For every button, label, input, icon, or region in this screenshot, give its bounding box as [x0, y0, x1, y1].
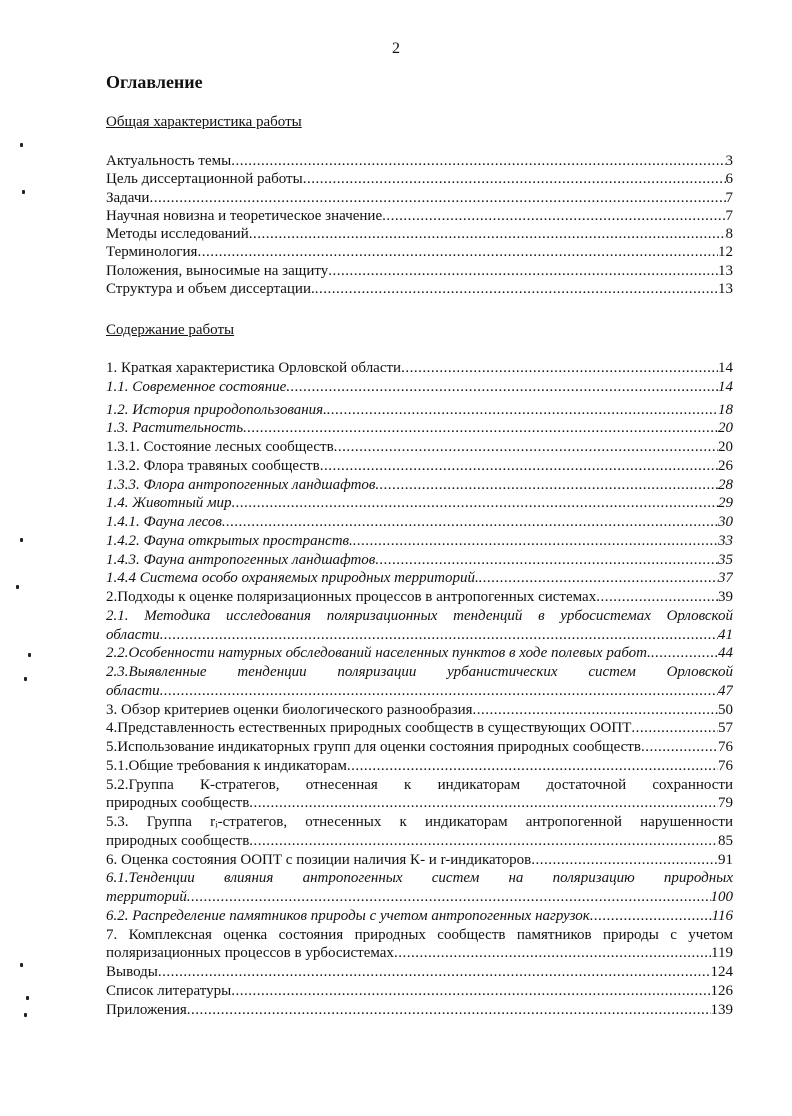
toc-entry-page: 7	[725, 207, 733, 224]
dot-leader	[631, 719, 718, 738]
dot-leader	[531, 851, 718, 870]
dot-leader	[160, 682, 718, 701]
toc-entry-page: 91	[718, 851, 733, 868]
page-number: 2	[392, 40, 400, 57]
toc-entry-title: Положения, выносимые на защиту	[106, 262, 329, 279]
dot-leader	[641, 738, 718, 757]
dot-leader	[590, 907, 712, 926]
dot-leader	[197, 243, 718, 261]
toc-entry-line: 6.1.Тенденции влияния антропогенных систем на поляризацию природных	[106, 870, 733, 887]
toc-entry-page: 20	[718, 420, 733, 437]
toc-entry-page: 100	[710, 889, 733, 905]
toc-entry-page: 76	[718, 739, 733, 755]
toc-entry[interactable]	[106, 152, 733, 170]
scan-speck	[20, 538, 23, 542]
toc-entry[interactable]	[106, 419, 733, 438]
toc-entry-page: 47	[718, 682, 733, 699]
toc-entry-title: территорий	[106, 889, 187, 905]
toc-entry-page: 50	[718, 701, 733, 718]
toc-entry-page: 41	[718, 626, 733, 643]
dot-leader	[334, 438, 718, 457]
scan-speck	[28, 653, 31, 657]
dot-leader	[158, 963, 711, 982]
scan-speck	[26, 996, 29, 1000]
toc-entry-title: 5.Использование индикаторных групп для оценки состояния природных сообществ	[106, 739, 641, 755]
toc-entry-page: 12	[718, 244, 733, 261]
dot-leader	[231, 152, 725, 170]
toc-entry-title: природных сообществ	[106, 832, 250, 849]
toc-entry[interactable]	[106, 438, 733, 457]
toc-entry-title: Цель диссертационной работы	[106, 171, 303, 188]
dot-leader	[401, 359, 718, 378]
toc-entry-title: Терминология	[106, 244, 198, 261]
dot-leader	[187, 888, 711, 907]
dot-leader	[328, 262, 718, 280]
toc-content-list	[106, 359, 733, 1019]
toc-entry-title: 1.4.4 Система особо охраняемых природных территорий.	[106, 570, 479, 587]
dot-leader	[249, 225, 726, 243]
toc-entry-title: 1.4.2. Фауна открытых пространств.	[106, 532, 353, 549]
toc-entry[interactable]	[106, 207, 733, 225]
toc-entry[interactable]	[106, 280, 733, 298]
dot-leader	[347, 757, 718, 776]
toc-entry-page: 126	[710, 982, 733, 999]
toc-entry[interactable]	[106, 569, 733, 588]
toc-entry[interactable]	[106, 719, 733, 738]
scan-speck	[16, 585, 19, 589]
toc-entry-title: Научная новизна и теоретическое значение	[106, 207, 383, 224]
toc-entry-page: 6	[725, 171, 733, 188]
toc-entry-page: 8	[725, 226, 733, 243]
dot-leader	[382, 207, 725, 225]
toc-entry-page: 33	[718, 532, 733, 549]
toc-entry-page: 44	[718, 645, 733, 662]
toc-entry-title: 1.3. Растительность	[106, 420, 244, 437]
toc-entry-page: 39	[718, 589, 733, 605]
toc-entry-title: Список литературы	[106, 982, 232, 999]
toc-entry-title: 1. Краткая характеристика Орловской области	[106, 360, 402, 376]
dot-leader	[232, 494, 718, 513]
scan-speck	[24, 677, 27, 681]
toc-entry[interactable]	[106, 982, 733, 1001]
toc-entry-title: 2.2.Особенности натурных обследований населенных пунктов в ходе полевых работ.	[106, 645, 651, 662]
toc-entry-title: Приложения	[106, 1001, 187, 1018]
toc-entry[interactable]	[106, 794, 733, 813]
toc-entry-page: 13	[718, 281, 733, 298]
toc-entry-title: 1.3.1. Состояние лесных сообществ	[106, 439, 334, 455]
toc-entry-page: 29	[718, 495, 733, 512]
dot-leader	[249, 794, 718, 813]
toc-entry-page: 3	[725, 153, 733, 169]
toc-entry-title: природных сообществ	[106, 795, 250, 812]
dot-leader	[327, 401, 718, 420]
toc-entry-title: 1.3.2. Флора травяных сообществ	[106, 457, 320, 474]
toc-entry-page: 85	[718, 832, 733, 849]
toc-entry[interactable]	[106, 476, 733, 495]
dot-leader	[187, 1001, 711, 1020]
dot-leader	[375, 551, 718, 570]
dot-leader	[320, 457, 718, 476]
toc-entry[interactable]	[106, 494, 733, 513]
toc-entry[interactable]	[106, 225, 733, 243]
toc-entry[interactable]	[106, 701, 733, 720]
toc-general-list	[106, 152, 733, 298]
toc-entry-page: 57	[718, 720, 733, 737]
toc-entry[interactable]	[106, 963, 733, 982]
toc-entry-title: области	[106, 626, 160, 643]
dot-leader	[651, 644, 718, 663]
scan-speck	[24, 1013, 27, 1017]
toc-entry[interactable]	[106, 170, 733, 188]
dot-leader	[149, 189, 725, 207]
toc-entry-page: 76	[718, 757, 733, 774]
toc-entry-page: 14	[718, 378, 733, 395]
toc-entry[interactable]	[106, 513, 733, 532]
toc-entry[interactable]	[106, 626, 733, 645]
scan-speck	[20, 143, 23, 147]
toc-entry[interactable]	[106, 944, 733, 963]
toc-entry-page: 13	[718, 262, 733, 279]
toc-entry[interactable]	[106, 907, 733, 926]
toc-entry-page: 20	[718, 439, 733, 455]
toc-entry-page: 18	[718, 401, 733, 418]
dot-leader	[286, 378, 718, 397]
toc-entry-page: 28	[718, 476, 733, 493]
toc-entry-title: Задачи	[106, 189, 150, 206]
toc-entry[interactable]	[106, 243, 733, 261]
toc-entry-title: 1.4.3. Фауна антропогенных ландшафтов	[106, 551, 376, 568]
toc-entry-title: 6. Оценка состояния ООПТ с позиции наличия К- и r-индикаторов	[106, 851, 532, 868]
dot-leader	[303, 170, 726, 188]
toc-entry[interactable]	[106, 457, 733, 476]
toc-entry-page: 116	[711, 907, 733, 924]
toc-entry-page: 14	[718, 360, 733, 376]
toc-entry[interactable]	[106, 851, 733, 870]
toc-entry[interactable]	[106, 1001, 733, 1020]
toc-entry-title: Выводы	[106, 964, 158, 980]
dot-leader	[375, 476, 718, 495]
toc-entry-title: области	[106, 682, 160, 699]
toc-entry-title: 3. Обзор критериев оценки биологического разнообразия	[106, 701, 473, 718]
toc-entry-page: 124	[710, 964, 733, 980]
toc-entry[interactable]	[106, 757, 733, 776]
toc-entry-page: 119	[711, 945, 733, 962]
dot-leader	[394, 944, 711, 963]
dot-leader	[315, 280, 718, 298]
toc-entry[interactable]	[106, 738, 733, 757]
toc-entry[interactable]	[106, 359, 733, 378]
toc-entry-line: 5.3. Группа rᵢ-стратегов, отнесенных к индикаторам антропогенной нарушенности	[106, 814, 733, 830]
toc-entry-page: 7	[725, 189, 733, 206]
section-heading-content: Содержание работы	[106, 322, 235, 338]
toc-entry-title: поляризационных процессов в урбосистемах	[106, 945, 394, 962]
toc-entry-title: 1.4.1. Фауна лесов	[106, 514, 222, 530]
toc-entry-line: 5.2.Группа К-стратегов, отнесенная к индикаторам достаточной сохранности	[106, 776, 733, 793]
toc-entry-title: Структура и объем диссертации.	[106, 281, 315, 298]
toc-entry[interactable]	[106, 588, 733, 607]
toc-entry-title: 1.2. История природопользования.	[106, 401, 327, 418]
toc-entry-page: 35	[718, 551, 733, 568]
toc-entry-page: 79	[718, 795, 733, 812]
toc-entry-title: Актуальность темы	[106, 153, 232, 169]
toc-entry-title: 6.2. Распределение памятников природы с учетом антропогенных нагрузок	[106, 907, 590, 924]
dot-leader	[596, 588, 718, 607]
toc-entry[interactable]	[106, 551, 733, 570]
dot-leader	[249, 832, 718, 851]
toc-entry-page: 30	[718, 514, 733, 530]
scan-speck	[20, 963, 23, 967]
toc-entry-page: 139	[710, 1001, 733, 1018]
page-title: Оглавление	[106, 72, 203, 92]
toc-entry-page: 26	[718, 457, 733, 474]
dot-leader	[231, 982, 710, 1001]
section-heading-general: Общая характеристика работы	[106, 114, 302, 130]
toc-entry[interactable]	[106, 401, 733, 420]
toc-entry-title: 4.Представленность естественных природных сообществ в существующих ООПТ	[106, 720, 632, 737]
scan-speck	[22, 190, 25, 194]
toc-entry-title: 5.1.Общие требования к индикаторам	[106, 757, 347, 774]
toc-entry[interactable]	[106, 189, 733, 207]
dot-leader	[160, 626, 718, 645]
toc-entry-line: 2.3.Выявленные тенденции поляризации урбанистических систем Орловской	[106, 664, 733, 680]
dot-leader	[353, 532, 718, 551]
toc-entry-title: 2.Подходы к оценке поляризационных процессов в антропогенных системах	[106, 589, 597, 605]
toc-entry[interactable]	[106, 832, 733, 851]
dot-leader	[222, 513, 718, 532]
toc-entry-title: Методы исследований	[106, 226, 249, 243]
toc-entry-title: 1.1. Современное состояние	[106, 378, 287, 395]
toc-entry-title: 1.3.3. Флора антропогенных ландшафтов	[106, 476, 376, 493]
toc-entry-title: 1.4. Животный мир	[106, 495, 232, 512]
toc-entry[interactable]	[106, 888, 733, 907]
toc-entry[interactable]	[106, 378, 733, 397]
toc-entry-page: 37	[718, 570, 733, 587]
toc-entry[interactable]	[106, 532, 733, 551]
dot-leader	[473, 701, 718, 720]
dot-leader	[243, 419, 718, 438]
toc-entry[interactable]	[106, 682, 733, 701]
toc-entry[interactable]	[106, 262, 733, 280]
toc-entry-line: 2.1. Методика исследования поляризационных тенденций в урбосистемах Орловской	[106, 607, 733, 624]
dot-leader	[479, 569, 718, 588]
toc-entry[interactable]	[106, 644, 733, 663]
toc-entry-line: 7. Комплексная оценка состояния природных сообществ памятников природы с учетом	[106, 926, 733, 943]
